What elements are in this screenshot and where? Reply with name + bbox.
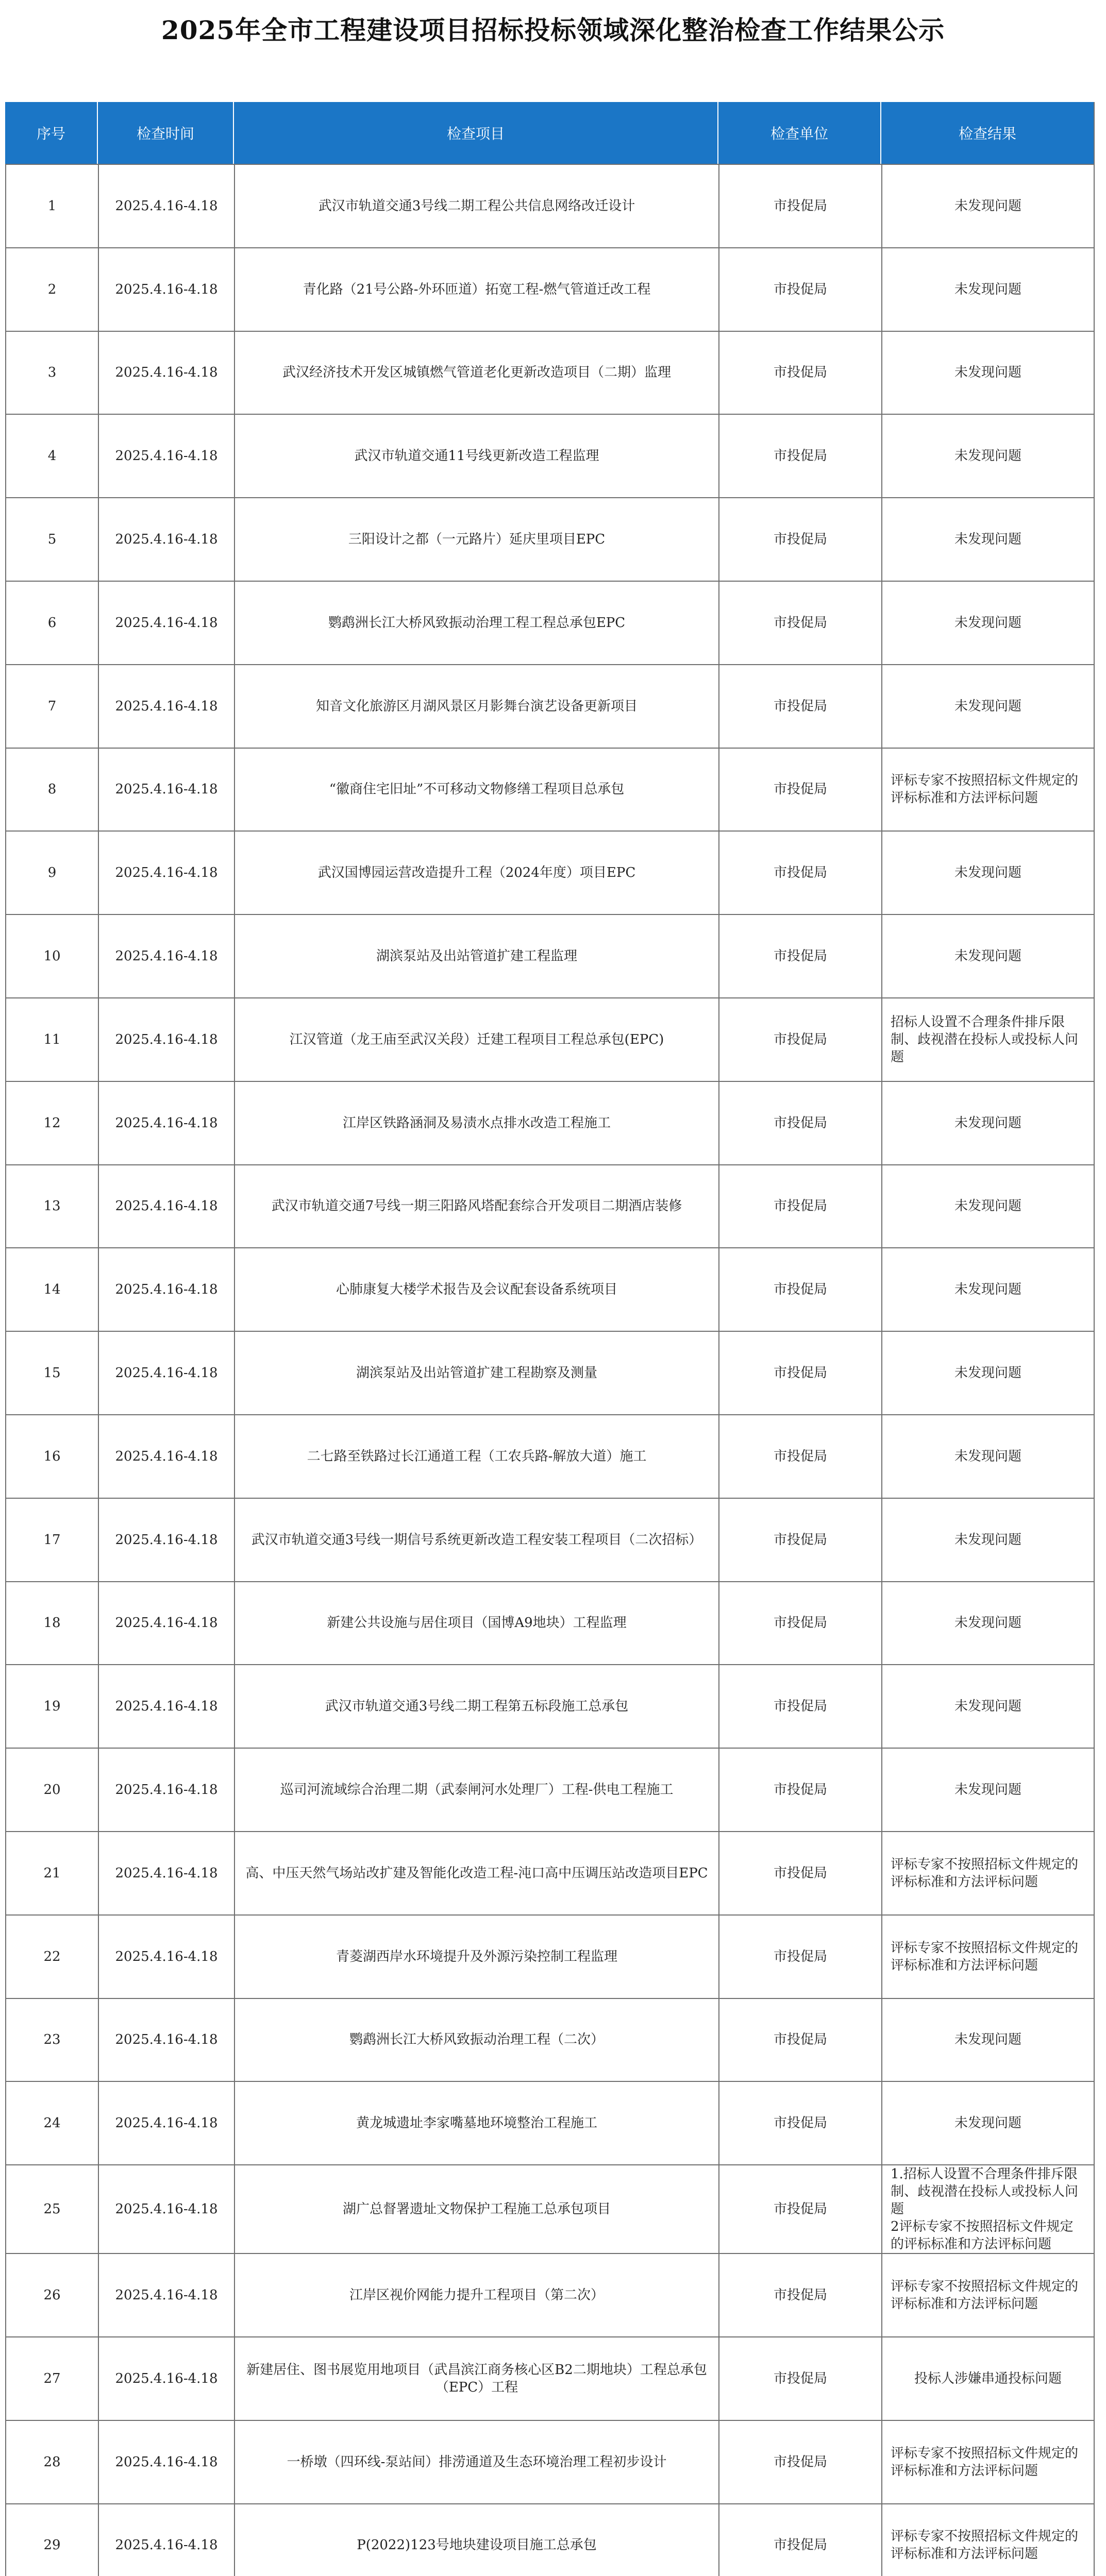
row-unit: 市投促局 [719,831,882,914]
row-result: 未发现问题 [882,248,1094,331]
table-row [6,2081,1094,2165]
table-row [6,831,1094,914]
row-unit: 市投促局 [719,1165,882,1248]
table-row [6,1582,1094,1665]
table-row [6,2504,1094,2576]
row-unit: 市投促局 [719,1748,882,1832]
row-date: 2025.4.16-4.18 [98,1748,234,1832]
row-number: 16 [6,1415,98,1498]
table-row [6,1415,1094,1498]
row-date: 2025.4.16-4.18 [98,1248,234,1331]
row-result: 未发现问题 [882,1415,1094,1498]
row-unit: 市投促局 [719,1998,882,2082]
table-row [6,1248,1094,1331]
result-table [5,102,1095,2576]
row-date: 2025.4.16-4.18 [98,914,234,998]
row-date: 2025.4.16-4.18 [98,248,234,331]
row-result: 未发现问题 [882,1665,1094,1748]
row-project: 心肺康复大楼学术报告及会议配套设备系统项目 [234,1248,719,1331]
table-row [6,2420,1094,2504]
header-unit: 检查单位 [718,102,881,164]
row-project: 青菱湖西岸水环境提升及外源污染控制工程监理 [234,1915,719,1998]
row-date: 2025.4.16-4.18 [98,1665,234,1748]
row-date: 2025.4.16-4.18 [98,581,234,665]
row-number: 4 [6,414,98,498]
row-unit: 市投促局 [719,2165,882,2253]
row-result: 评标专家不按照招标文件规定的评标标准和方法评标问题 [882,1832,1094,1915]
row-unit: 市投促局 [719,1915,882,1998]
row-project: 武汉国博园运营改造提升工程（2024年度）项目EPC [234,831,719,914]
row-unit: 市投促局 [719,1415,882,1498]
row-project: 一桥墩（四环线-泵站间）排涝通道及生态环境治理工程初步设计 [234,2420,719,2504]
row-result: 未发现问题 [882,331,1094,415]
row-date: 2025.4.16-4.18 [98,2337,234,2420]
row-date: 2025.4.16-4.18 [98,998,234,1081]
row-result: 1.招标人设置不合理条件排斥限制、歧视潜在投标人或投标人问题 2评标专家不按照招标文件规定的评标标准和方法评标问题 [882,2165,1094,2253]
row-result: 未发现问题 [882,1165,1094,1248]
row-unit: 市投促局 [719,2337,882,2420]
row-date: 2025.4.16-4.18 [98,1498,234,1582]
table-header [5,102,1094,164]
row-number: 15 [6,1331,98,1415]
row-date: 2025.4.16-4.18 [98,1165,234,1248]
table-row [6,665,1094,748]
row-number: 5 [6,498,98,581]
row-project: 江汉管道（龙王庙至武汉关段）迁建工程项目工程总承包(EPC) [234,998,719,1081]
row-date: 2025.4.16-4.18 [98,2081,234,2165]
row-result: 未发现问题 [882,665,1094,748]
row-date: 2025.4.16-4.18 [98,2165,234,2253]
row-date: 2025.4.16-4.18 [98,1081,234,1165]
row-number: 24 [6,2081,98,2165]
row-unit: 市投促局 [719,581,882,665]
header-no: 序号 [5,102,98,164]
table-row [6,998,1094,1081]
row-number: 13 [6,1165,98,1248]
row-unit: 市投促局 [719,1248,882,1331]
table-row [6,1832,1094,1915]
row-result: 未发现问题 [882,831,1094,914]
row-project: “徽商住宅旧址”不可移动文物修缮工程项目总承包 [234,748,719,832]
row-result: 未发现问题 [882,1081,1094,1165]
row-unit: 市投促局 [719,1582,882,1665]
row-date: 2025.4.16-4.18 [98,831,234,914]
row-result: 未发现问题 [882,1582,1094,1665]
row-number: 7 [6,665,98,748]
row-project: 黄龙城遗址李家嘴墓地环境整治工程施工 [234,2081,719,2165]
row-unit: 市投促局 [719,1665,882,1748]
row-number: 11 [6,998,98,1081]
table-row [6,498,1094,581]
table-row [6,2165,1094,2253]
row-unit: 市投促局 [719,331,882,415]
row-project: 三阳设计之都（一元路片）延庆里项目EPC [234,498,719,581]
row-number: 19 [6,1665,98,1748]
row-date: 2025.4.16-4.18 [98,1832,234,1915]
row-unit: 市投促局 [719,414,882,498]
row-number: 29 [6,2504,98,2576]
row-result: 未发现问题 [882,498,1094,581]
row-date: 2025.4.16-4.18 [98,414,234,498]
row-project: 巡司河流域综合治理二期（武泰闸河水处理厂）工程-供电工程施工 [234,1748,719,1832]
row-unit: 市投促局 [719,1331,882,1415]
table-row [6,2253,1094,2337]
row-result: 未发现问题 [882,1998,1094,2082]
row-date: 2025.4.16-4.18 [98,498,234,581]
row-result: 未发现问题 [882,164,1094,248]
row-project: 青化路（21号公路-外环匝道）拓宽工程-燃气管道迁改工程 [234,248,719,331]
row-unit: 市投促局 [719,1081,882,1165]
row-date: 2025.4.16-4.18 [98,1998,234,2082]
table-row [6,1665,1094,1748]
row-project: 武汉市轨道交通3号线一期信号系统更新改造工程安装工程项目（二次招标） [234,1498,719,1582]
table-row [6,1165,1094,1248]
header-result: 检查结果 [881,102,1094,164]
row-project: 湖滨泵站及出站管道扩建工程勘察及测量 [234,1331,719,1415]
row-unit: 市投促局 [719,2081,882,2165]
row-unit: 市投促局 [719,248,882,331]
table-row [6,164,1094,248]
row-number: 23 [6,1998,98,2082]
row-date: 2025.4.16-4.18 [98,1331,234,1415]
table-row [6,1331,1094,1415]
row-project: 武汉市轨道交通3号线二期工程第五标段施工总承包 [234,1665,719,1748]
row-number: 22 [6,1915,98,1998]
row-date: 2025.4.16-4.18 [98,1415,234,1498]
row-project: 武汉市轨道交通3号线二期工程公共信息网络改迁设计 [234,164,719,248]
row-date: 2025.4.16-4.18 [98,748,234,832]
page-title: 2025年全市工程建设项目招标投标领域深化整治检查工作结果公示 [161,15,945,45]
header-project: 检查项目 [234,102,718,164]
row-number: 18 [6,1582,98,1665]
row-unit: 市投促局 [719,1498,882,1582]
row-project: 知音文化旅游区月湖风景区月影舞台演艺设备更新项目 [234,665,719,748]
row-unit: 市投促局 [719,164,882,248]
row-number: 21 [6,1832,98,1915]
row-result: 未发现问题 [882,1331,1094,1415]
row-number: 9 [6,831,98,914]
row-project: 二七路至铁路过长江通道工程（工农兵路-解放大道）施工 [234,1415,719,1498]
row-project: 鹦鹉洲长江大桥风致振动治理工程（二次） [234,1998,719,2082]
row-result: 评标专家不按照招标文件规定的评标标准和方法评标问题 [882,1915,1094,1998]
row-date: 2025.4.16-4.18 [98,2420,234,2504]
table-row [6,1915,1094,1998]
row-unit: 市投促局 [719,914,882,998]
table-row [6,1998,1094,2082]
row-result: 未发现问题 [882,2081,1094,2165]
row-unit: 市投促局 [719,2420,882,2504]
row-date: 2025.4.16-4.18 [98,2253,234,2337]
row-project: P(2022)123号地块建设项目施工总承包 [234,2504,719,2576]
row-number: 27 [6,2337,98,2420]
row-number: 26 [6,2253,98,2337]
table-row [6,581,1094,665]
row-date: 2025.4.16-4.18 [98,665,234,748]
row-project: 武汉市轨道交通11号线更新改造工程监理 [234,414,719,498]
row-project: 湖广总督署遗址文物保护工程施工总承包项目 [234,2165,719,2253]
row-number: 28 [6,2420,98,2504]
row-unit: 市投促局 [719,748,882,832]
row-project: 江岸区视价网能力提升工程项目（第二次） [234,2253,719,2337]
row-result: 评标专家不按照招标文件规定的评标标准和方法评标问题 [882,2253,1094,2337]
row-unit: 市投促局 [719,498,882,581]
row-unit: 市投促局 [719,665,882,748]
row-number: 25 [6,2165,98,2253]
row-unit: 市投促局 [719,1832,882,1915]
row-result: 招标人设置不合理条件排斥限制、歧视潜在投标人或投标人问题 [882,998,1094,1081]
table-row [6,1498,1094,1582]
row-result: 未发现问题 [882,581,1094,665]
table-row [6,748,1094,832]
table-row [6,2337,1094,2420]
table-row [6,331,1094,415]
row-number: 8 [6,748,98,832]
table-row [6,1081,1094,1165]
row-result: 未发现问题 [882,1498,1094,1582]
row-result: 未发现问题 [882,914,1094,998]
row-project: 武汉经济技术开发区城镇燃气管道老化更新改造项目（二期）监理 [234,331,719,415]
row-date: 2025.4.16-4.18 [98,1582,234,1665]
row-date: 2025.4.16-4.18 [98,164,234,248]
table-row [6,414,1094,498]
row-project: 新建居住、图书展览用地项目（武昌滨江商务核心区B2二期地块）工程总承包（EPC）工程 [234,2337,719,2420]
row-project: 湖滨泵站及出站管道扩建工程监理 [234,914,719,998]
row-date: 2025.4.16-4.18 [98,331,234,415]
table-row [6,1748,1094,1832]
row-number: 12 [6,1081,98,1165]
row-unit: 市投促局 [719,998,882,1081]
table-row [6,248,1094,331]
row-number: 14 [6,1248,98,1331]
row-date: 2025.4.16-4.18 [98,2504,234,2576]
row-project: 新建公共设施与居住项目（国博A9地块）工程监理 [234,1582,719,1665]
row-number: 20 [6,1748,98,1832]
table-row [6,914,1094,998]
row-result: 未发现问题 [882,414,1094,498]
row-result: 评标专家不按照招标文件规定的评标标准和方法评标问题 [882,748,1094,832]
row-result: 未发现问题 [882,1748,1094,1832]
row-project: 武汉市轨道交通7号线一期三阳路风塔配套综合开发项目二期酒店装修 [234,1165,719,1248]
row-result: 评标专家不按照招标文件规定的评标标准和方法评标问题 [882,2504,1094,2576]
row-number: 6 [6,581,98,665]
row-number: 1 [6,164,98,248]
row-number: 2 [6,248,98,331]
row-project: 鹦鹉洲长江大桥风致振动治理工程工程总承包EPC [234,581,719,665]
row-date: 2025.4.16-4.18 [98,1915,234,1998]
row-result: 投标人涉嫌串通投标问题 [882,2337,1094,2420]
header-date: 检查时间 [98,102,234,164]
row-result: 未发现问题 [882,1248,1094,1331]
row-number: 10 [6,914,98,998]
row-result: 评标专家不按照招标文件规定的评标标准和方法评标问题 [882,2420,1094,2504]
row-number: 17 [6,1498,98,1582]
row-project: 高、中压天然气场站改扩建及智能化改造工程-沌口高中压调压站改造项目EPC [234,1832,719,1915]
row-unit: 市投促局 [719,2504,882,2576]
table-body [6,103,1094,2576]
row-project: 江岸区铁路涵洞及易渍水点排水改造工程施工 [234,1081,719,1165]
row-unit: 市投促局 [719,2253,882,2337]
row-number: 3 [6,331,98,415]
